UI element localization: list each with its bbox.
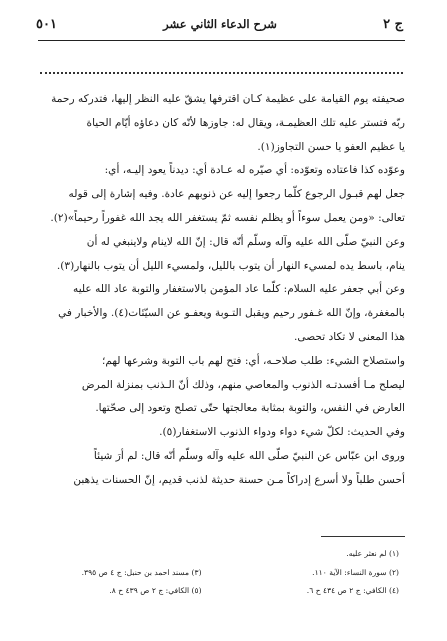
body-line: واستصلاح الشيء: طلب صلاحـه، أي: فتح لهم باب التوبة وشرعها لهم؛ xyxy=(101,354,405,367)
running-header xyxy=(36,14,403,34)
footnote-row xyxy=(40,564,399,583)
body-line: أحسن طلباً ولا أسرع إدراكاً مـن حسنة حديثة لذنب قديم، إنّ الحسنات يذهبن xyxy=(73,473,405,486)
footnote: (٤) الكافي: ج ٢ ص ٤٣٤ ح ٦. xyxy=(306,586,399,595)
header-rule xyxy=(38,40,405,41)
body-line: وعن أبي جعفر عليه السلام: كلّما عاد المؤمن بالاستغفار والتوبة عاد الله عليه xyxy=(73,283,405,296)
body-line: ليصلح مـا أفسدتـه الذنوب والمعاصي منهم، وذلك أنّ الـذنب بمنزلة المرض xyxy=(81,378,405,391)
body-line: يا عظيم العفو يا حسن التجاوز(١). xyxy=(257,140,405,153)
body-line: بالمغفرة، وإنّ الله غـفور رحيم ويقبل التـوبة ويعفـو عن السيّئات(٤). والأخبار في xyxy=(58,307,405,320)
footnote: (٢) سورة النساء: الآية ١١٠. xyxy=(312,567,399,577)
body-line: هذا المعنى لا تكاد تحصى. xyxy=(294,330,405,343)
body-line: وروى ابن عبّاس عن النبيّ صلّى الله عليه وآله وسلّم أنّه قال: لم أرَ شيئاً xyxy=(93,449,405,462)
footnotes xyxy=(40,545,399,601)
body-line: وعن النبيّ صلّى الله عليه وآله وسلّم أنّه قال: إنّ الله لاينام ولاينبغي له أن xyxy=(86,235,405,248)
body-line: تعالى: «ومن يعمل سوءاً أو يظلم نفسه ثمّ يستغفر الله يجد الله غفوراً رحيماً»(٢). xyxy=(50,211,405,224)
body-line: جعل لهم قبـول الرجوع كلّما رجعوا إليه عن ذنوبهم عادة. وفيه إشارة إلى قوله xyxy=(68,188,405,201)
footnote xyxy=(40,545,202,564)
chapter-title: شرح الدعاء الثاني عشر xyxy=(163,17,277,31)
footnote: (٣) مسند احمد بن حنبل: ج ٤ ص ٣٩٥. xyxy=(81,567,202,577)
body-line: العارض في النفس، والتوبة بمثابة معالجتها حتّى تصلح وتعود إلى صحّتها. xyxy=(95,402,405,415)
footnote-rule xyxy=(321,536,405,537)
body-line: ربّه فتستر عليه تلك العظيمـة، ويقال له: جاوزها لأنّه كان دعاؤه أيّام الحياة xyxy=(86,116,405,129)
page-number: ٥٠١ xyxy=(36,16,57,32)
body-line: ينام، باسط يده لمسيء النهار أن يتوب بالليل، ولمسيء الليل أن يتوب بالنهار(٣). xyxy=(56,259,405,272)
footnote-row xyxy=(40,582,399,601)
footnote-row xyxy=(40,545,399,564)
volume-label: ج ٢ xyxy=(383,16,403,32)
body-line: وعوّده كذا فاعتاده وتعوّده: أي صيّره له عـادة أي: ديدناً يعود إليـه، أي: xyxy=(104,164,405,177)
footnote: (١) لم نعثر عليه. xyxy=(346,549,399,558)
dotted-separator xyxy=(40,72,403,74)
body-line: وفي الحديث: لكلّ شيء دواء ودواء الذنوب الاستغفار(٥). xyxy=(159,426,405,439)
body-text xyxy=(38,88,405,493)
body-line: صحيفته يوم القيامة على عظيمة كـان اقترفها يشقّ عليه النظر إليها، فتدركه رحمة xyxy=(51,93,405,105)
footnote: (٥) الكافي: ج ٢ ص ٤٣٩ ح ٨. xyxy=(109,586,202,595)
